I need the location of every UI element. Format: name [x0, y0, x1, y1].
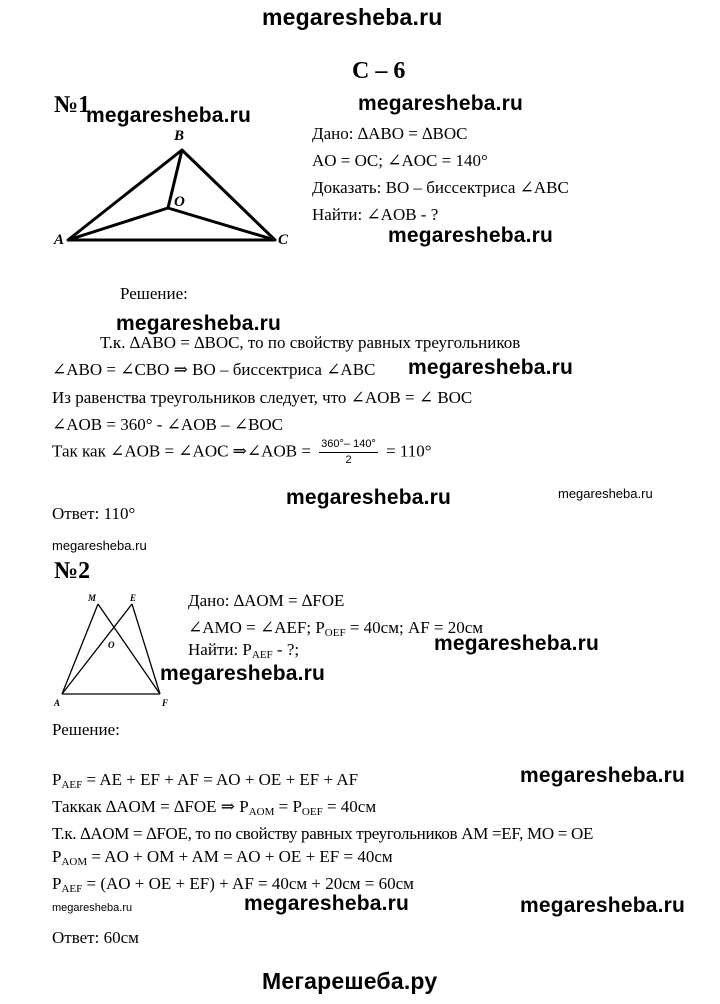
section-title: С – 6 [352, 58, 406, 84]
label-c: C [278, 232, 289, 248]
task2-given-3: Найти: $P_{AEF}$ - ?; [188, 640, 300, 661]
task1-answer: Ответ: 110° [52, 504, 136, 523]
task2-solution-5: $P_{AEF} = (AO$ + OE + EF) + AF = 40см + 20см = 60см [52, 874, 414, 895]
label-a: A [54, 698, 61, 708]
watermark: megaresheba.ru [358, 92, 524, 115]
site-footer: Мегарешеба.ру [262, 968, 438, 994]
watermark-small: megaresheba.ru [52, 538, 147, 553]
watermark-small: megaresheba.ru [558, 486, 653, 501]
task1-solution-label: Решение: [120, 284, 188, 303]
fraction [319, 438, 378, 467]
watermark: megaresheba.ru [86, 104, 252, 127]
task1-given-3: Доказать: BO – биссектриса ∠ABC [312, 178, 569, 197]
watermark-small: megaresheba.ru [52, 902, 133, 914]
task1-given-2: AO = OC; ∠AOC = 140° [312, 151, 488, 170]
task2-solution-3: Т.к. ∆AOM = ∆FOE, то по свойству равных треугольников AM =EF, MO = OE [52, 824, 594, 843]
task2-number: №2 [54, 558, 91, 584]
task2-solution-1: $P_{AEF}$ = AE + EF + AF = AO + OE + EF + AF [52, 770, 359, 791]
watermark: megaresheba.ru [286, 486, 452, 509]
fraction-denominator: 2 [345, 454, 352, 466]
fraction-numerator: 360°– 140° [319, 438, 378, 453]
watermark: megaresheba.ru [160, 662, 326, 685]
watermark: megaresheba.ru [520, 894, 686, 917]
task2-given-2: ∠AMO = ∠AEF; $P_{OEF} = 40см$; AF = 20см [188, 618, 484, 639]
task2-solution-label: Решение: [52, 720, 120, 739]
segment-ae [62, 604, 132, 694]
task2-answer: Ответ: 60см [52, 928, 139, 947]
task1-given-1: Дано: ∆ABO = ∆BOC [312, 124, 468, 143]
label-b: B [174, 128, 185, 144]
triangle-abc-figure [50, 120, 300, 250]
task1-number: №1 [54, 92, 91, 118]
label-o: O [108, 640, 115, 650]
figure-aoefm [50, 592, 180, 714]
watermark: megaresheba.ru [388, 224, 554, 247]
watermark: megaresheba.ru [434, 632, 600, 655]
task1-solution-1: Т.к. ∆ABO = ∆BOC, то по свойству равных треугольников [100, 333, 521, 352]
segment-ao [68, 208, 168, 240]
task1-solution-2: ∠ABO = ∠CBO ⇒ BO – биссектриса ∠ABC [52, 360, 376, 379]
watermark: megaresheba.ru [408, 356, 574, 379]
label-a: A [54, 232, 65, 248]
watermark: megaresheba.ru [116, 312, 282, 335]
label-e: E [130, 593, 137, 603]
fraction-line-before: Так как ∠AOB = ∠AOC ⇒∠AOB = [52, 441, 311, 461]
segment-fe [132, 604, 160, 694]
label-m: M [88, 593, 97, 603]
watermark: megaresheba.ru [244, 892, 410, 915]
task2-solution-4: $P_{AOM}$ = AO + OM + AM = AO + OE + EF = 40см [52, 847, 393, 868]
fraction-line-after: = 110° [386, 441, 432, 461]
task2-solution-2: Таккак ∆AOM = ∆FOE ⇒ $P_{AOM} = P_{OEF} = 40см$ [52, 797, 377, 818]
segment-am [62, 604, 98, 694]
task1-given-4: Найти: ∠AOB - ? [312, 205, 439, 224]
site-header: megaresheba.ru [262, 4, 443, 30]
task1-solution-4: ∠AOB = 360° - ∠AOB – ∠BOC [52, 415, 284, 434]
task1-solution-5 [52, 438, 432, 467]
task2-given-1: Дано: ∆AOM = ∆FOE [188, 591, 345, 610]
label-f: F [162, 698, 169, 708]
watermark: megaresheba.ru [520, 764, 686, 787]
task1-solution-3: Из равенства треугольников следует, что ∠AOB = ∠ BOC [52, 388, 473, 407]
label-o: O [174, 194, 185, 210]
